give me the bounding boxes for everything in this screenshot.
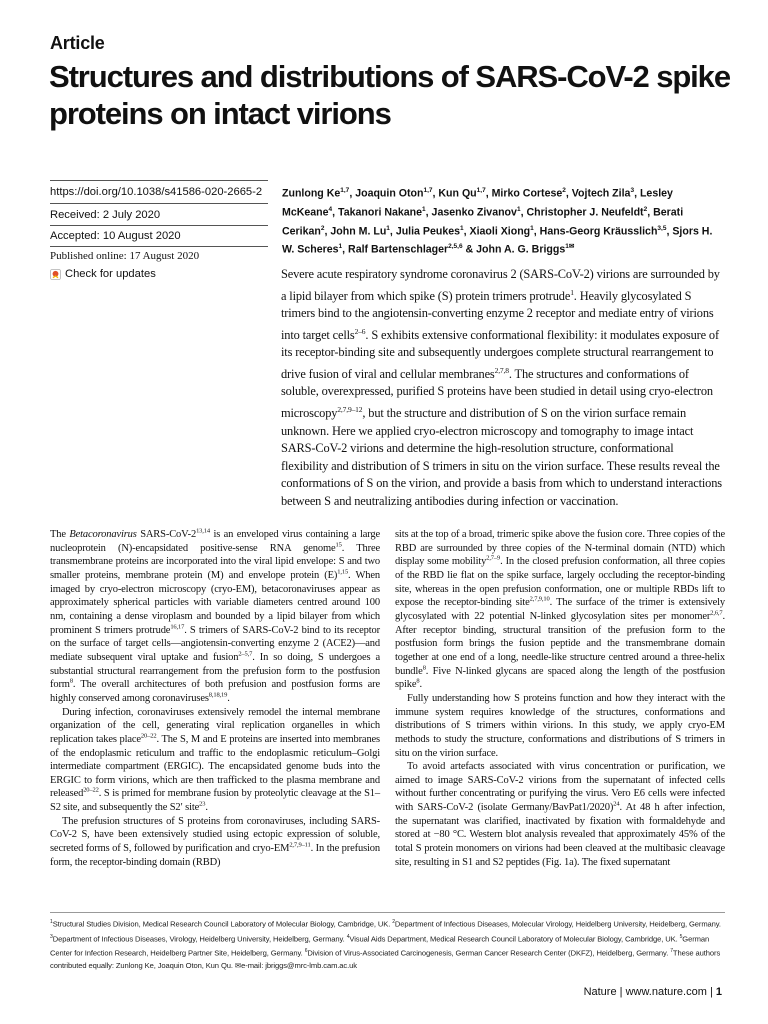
text-run: SARS-CoV-2 [136, 529, 197, 540]
footnote-divider [50, 912, 725, 913]
author-affiliation-ref: 1 [516, 205, 521, 213]
citation-ref: 2 [392, 919, 395, 925]
author-name: Berati Cerikan [282, 206, 684, 238]
journal-name: Nature [583, 986, 617, 998]
article-title: Structures and distributions of SARS-CoV-2 spike proteins on intact virions [49, 59, 730, 131]
text-run: . In the prefusion form, the receptor-binding domain (RBD) [50, 843, 380, 868]
body-paragraph [395, 760, 725, 869]
citation-ref: 2–5,7 [238, 650, 253, 658]
check-for-updates-link[interactable] [50, 268, 156, 280]
author-name: Kun Qu [438, 187, 477, 200]
affiliations-footnote [50, 916, 725, 972]
author-name: Julia Peukes [395, 225, 461, 238]
author-affiliation-ref: 1,7 [340, 187, 350, 194]
text-run: During infection, coronaviruses extensively remodel the internal membrane organization of the cell, generating viral replication organelles in which replication takes place [50, 706, 380, 745]
author-affiliation-ref: 1 [530, 224, 534, 232]
text-run: . In so doing, S undergoes a substantial structural rearrangement from the prefusion form to the postfusion form [50, 651, 381, 691]
accepted-date: Accepted: 10 August 2020 [50, 230, 181, 242]
text-run: . At 48 h after infection, the supernatant was clarified, inactivated by fixation with formaldehyde and stored at −80 °C. Western blot analysis revealed that approximately 45% of the total S protein monomers on virions had been cleaved at the multibasic cleavage site, resulting in S1 and S2 peptides (Fig. 1a). The fixed supernatant [395, 802, 725, 868]
author-affiliation-ref: 3,5 [657, 224, 667, 232]
citation-ref: 2,7,9–11 [289, 841, 311, 849]
meta-divider [50, 203, 268, 204]
text-run: These authors contributed equally: Zunlong Ke, Joaquin Oton, Kun Qu. [50, 949, 721, 971]
citation-ref: 4 [346, 933, 350, 940]
citation-ref: 20–22 [83, 786, 99, 794]
author-affiliation-ref: 2,5,6 [448, 243, 463, 251]
author-affiliation-ref: 1✉ [565, 243, 575, 251]
body-paragraph [50, 815, 380, 870]
citation-ref: 20–22 [140, 732, 157, 740]
text-run: . In the closed prefusion conformation, all three copies of the RBD lie flat on the spike surface, largely occluding the receptor-binding site, whereas in the open prefusion conformation, one or multiple RBDs lift to expose the receptor-binding site [395, 556, 725, 609]
author-affiliation-ref: 1,7 [476, 187, 486, 194]
body-column-right [395, 528, 725, 869]
citation-ref: 8 [69, 677, 73, 685]
body-paragraph [395, 692, 725, 760]
citation-ref: 3 [50, 933, 53, 940]
author-name: Jasenko Zivanov [431, 206, 517, 219]
author-affiliation-ref: 2 [562, 187, 566, 194]
check-for-updates-icon [50, 269, 61, 280]
citation-ref: 23 [199, 800, 206, 808]
page-number: 1 [715, 986, 722, 998]
text-run: The prefusion structures of S proteins from coronaviruses, including SARS-CoV-2 S, have been extensively studied using ectopic expression of soluble, secreted forms of S, followed by purification and cryo-EM [50, 815, 380, 855]
text-run: The [50, 529, 70, 540]
section-label: Article [50, 33, 105, 53]
author-name: Ralf Bartenschlager [348, 244, 449, 257]
text-run: . When imaged by cryo-electron microscopy (cryo-EM), betacoronaviruses appear as approximately spherical particles with variable diameters centred around 100 nm, containing a dense viroplasm and bounded by a lipid bilayer from which prominent S trimers protrude [50, 569, 380, 636]
citation-ref: 1,15 [337, 568, 349, 576]
author-affiliation-ref: 1 [386, 224, 390, 232]
citation-ref: 7 [670, 948, 673, 955]
author-name: Mirko Cortese [491, 187, 563, 200]
text-run: . [419, 679, 423, 691]
author-name: John M. Lu [330, 225, 387, 238]
received-date: Received: 2 July 2020 [50, 209, 161, 221]
body-paragraph [395, 528, 725, 692]
citation-ref: 24 [613, 800, 620, 808]
author-affiliation-ref: 1 [338, 243, 343, 251]
text-run: To avoid artefacts associated with virus concentration or purification, we aimed to image SARS-CoV-2 virions from the supernatant of infected cells without further concentrating or purifying the virus. Vero E6 cells were infected with SARS-CoV-2 (isolate Germany/BavPat1/2020) [395, 761, 725, 814]
text-run: . [205, 802, 208, 814]
italic-text: Betacoronavirus [69, 529, 137, 540]
text-run: Severe acute respiratory syndrome coronavirus 2 (SARS-CoV-2) virions are surrounded by a lipid bilayer from which spike (S) protein trimers protrude [281, 267, 720, 303]
journal-url[interactable]: www.nature.com [625, 986, 707, 998]
text-run: . [227, 692, 230, 704]
page-footer [584, 986, 722, 998]
citation-ref: 6 [304, 948, 308, 955]
citation-ref: 2,7,9,10 [529, 595, 550, 603]
author-list: Zunlong Ke$^{1,7}$, Joaquin Oton$^{1,7}$, Kun Qu$^{1,7}$, Mirko Cortese$^2$, Vojtech Zila$^3$, Lesley McKeane$^4$, Takanori Nakane$^1$, Jasenko Zivanov$^1$, Christopher J. Neufeldt$^2$, Berati Cerikan$^2$, John M. Lu$^1$, Julia Peukes$^1$, Xiaoli Xiong$^1$, Hans-Georg Kräusslich$^{3,5}$, Sjors H. W. Scheres$^1$, Ralf Bartenschlager$^{2,5,6}$ & John A. G. Briggs$^{1✉}$ [282, 187, 713, 257]
citation-ref: 8 [416, 677, 420, 685]
author-name: John A. G. Briggs [476, 244, 566, 257]
text-run: . The surface of the trimer is extensively glycosylated with 22 potential N-linked glycosylation sites per monomer [395, 597, 725, 622]
author-name: Joaquin Oton [355, 187, 424, 200]
text-run: . S trimers of SARS-CoV-2 bind to its receptor on the surface of target cells—angiotensin-converting enzyme 2 (ACE2)—and mediate subsequent viral uptake and fusion [50, 624, 380, 663]
author-affiliation-ref: 3 [630, 187, 635, 194]
author-name: Lesley McKeane [282, 187, 673, 219]
author-name: Takanori Nakane [338, 206, 423, 219]
author-affiliation-ref: 1 [422, 205, 426, 213]
citation-ref: 15 [335, 541, 342, 549]
meta-divider [50, 180, 268, 181]
text-run: Department of Infectious Diseases, Virology, Heidelberg University, Heidelberg, Germany. [52, 934, 347, 944]
text-run: . S is primed for membrane fusion by proteolytic cleavage at the S1–S2 site, and subsequently the S2′ site [50, 788, 380, 814]
text-run: Fully understanding how S proteins function and how they interact with the immune system requires knowledge of the structures, conformations and distributions of S trimers within virions. In this study, we apply cryo-EM methods to study the structure, conformations and distributions of S trimers in situ on the virion surface. [395, 692, 725, 759]
citation-ref: 1 [50, 919, 53, 925]
text-run: . The overall architectures of both prefusion and postfusion forms are highly conserved among coronaviruses [50, 679, 380, 704]
meta-divider [50, 246, 268, 247]
citation-ref: 8 [422, 664, 426, 672]
text-run: . The structures and conformations of soluble, overexpressed, purified S proteins have been studied in detail using cryo-electron microscopy [281, 366, 713, 420]
text-run: . Three transmembrane proteins are incorporated into the viral lipid envelope: S and two smaller proteins, membrane protein (M) and envelope protein (E) [50, 542, 380, 581]
body-paragraph [50, 528, 380, 706]
published-date: Published online: 17 August 2020 [50, 250, 200, 262]
footer-separator: | [709, 986, 713, 998]
author-affiliation-ref: 1,7 [423, 187, 433, 194]
author-affiliation-ref: 4 [328, 205, 333, 213]
author-name: Sjors H. W. Scheres [282, 225, 713, 257]
citation-ref: 2,6,7 [710, 609, 723, 617]
check-for-updates-label: Check for updates [65, 268, 156, 280]
author-affiliation-ref: 2 [320, 224, 325, 232]
citation-ref: 2,7,8 [494, 365, 509, 375]
author-name: Zunlong Ke [282, 187, 341, 200]
citation-ref: 2,7,9–12 [337, 404, 363, 414]
text-run: . After receptor binding, structural transition of the prefusion form to the postfusion form brings the fusion peptide and the transmembrane domain together at one end of a long, needle-like structure centred around a three-helix bundle [395, 610, 725, 677]
text-run: sits at the top of a broad, trimeric spike above the fusion core. Three copies of the RBD are surrounded by three copies of the N-terminal domain (NTD) which display some mobility [395, 529, 725, 568]
citation-ref: 2–6 [354, 326, 366, 336]
citation-ref: 1 [570, 287, 574, 297]
text-run: is an enveloped virus containing a large nucleoprotein (N)-encapsidated positive-sense RNA genome [50, 529, 380, 554]
text-run: German Center for Infection Research, Heidelberg Partner Site, Heidelberg, Germany. [50, 934, 710, 958]
text-run: Department of Infectious Diseases, Molecular Virology, Heidelberg University, Heidelberg, Germany. [394, 919, 721, 929]
author-affiliation-ref: 1 [460, 224, 464, 232]
author-name: Christopher J. Neufeldt [526, 206, 644, 219]
citation-ref: 2,7–9 [486, 554, 501, 562]
citation-ref: 5 [679, 933, 683, 940]
text-run: Division of Virus-Associated Carcinogenesis, German Cancer Research Center (DKFZ), Heidelberg, Germany. [307, 949, 671, 958]
doi-link[interactable]: https://doi.org/10.1038/s41586-020-2665-2 [50, 186, 263, 198]
citation-ref: 8,18,19 [208, 691, 228, 699]
text-run: Structural Studies Division, Medical Research Council Laboratory of Molecular Biology, Cambridge, UK. [52, 919, 393, 929]
author-name: Xiaoli Xiong [469, 225, 531, 238]
abstract [281, 266, 723, 510]
text-run: . Five N-linked glycans are spaced along the length of the postfusion spike [395, 665, 725, 691]
text-run: . Heavily glycosylated S trimers bind to the angiotensin-converting enzyme 2 receptor and mediate entry of virions into target cells [281, 288, 714, 342]
text-run: ✉e-mail: jbriggs@mrc-lmb.cam.ac.uk [234, 961, 357, 971]
body-paragraph [50, 706, 380, 815]
text-run: . The S, M and E proteins are inserted into membranes of the endoplasmic reticulum and traffic to the endoplasmic reticulum–Golgi intermediate compartment (ERGIC). The encapsidated genome buds into the ERGIC to form virions, which are then trafficked to the plasma membrane and released [50, 733, 380, 800]
body-column-left [50, 528, 380, 869]
citation-ref: 16,17 [170, 623, 185, 631]
meta-divider [50, 225, 268, 226]
text-run: Visual Aids Department, Medical Research Council Laboratory of Molecular Biology, Cambridge, UK. [349, 934, 680, 944]
text-run: , but the structure and distribution of S on the virion surface remain unknown. Here we applied cryo-electron microscopy and tomography to image intact SARS-CoV-2 virions and determine the high-resolution structure, conformational flexibility and distribution of S trimers in situ on the virion surface. These results reveal the conformations of S on the virion, and provide a basis from which to understand interactions between S and neutralizing antibodies during infection or vaccination. [281, 406, 722, 508]
author-name: Vojtech Zila [571, 187, 631, 200]
citation-ref: 13,14 [196, 527, 210, 535]
text-run: . S exhibits extensive conformational flexibility: it modulates exposure of its receptor-binding site and subsequently undergoes complete structural rearrangement to drive fusion of viral and cellular membranes [281, 327, 719, 381]
author-affiliation-ref: 2 [643, 205, 648, 213]
footer-separator: | [619, 986, 623, 998]
author-name: Hans-Georg Kräusslich [539, 225, 658, 238]
